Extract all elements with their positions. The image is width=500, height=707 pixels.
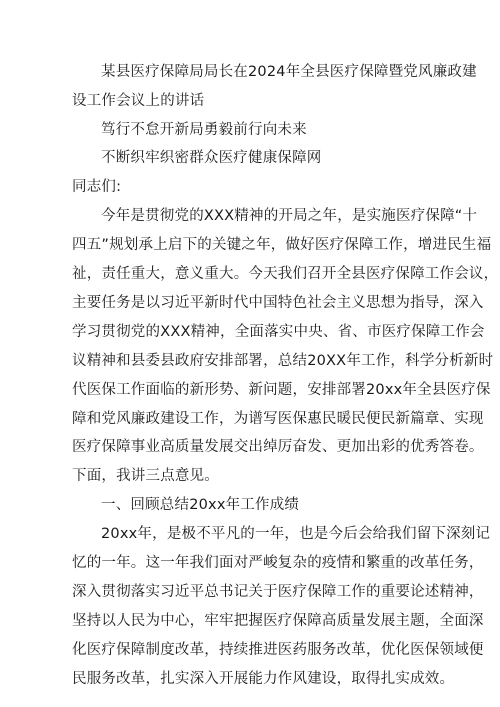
para2-line: 20xx年，是极不平凡的一年，也是今后会给我们留下深刻记 <box>101 526 491 542</box>
section-heading: 一、回顾总结20xx年工作成绩 <box>101 497 300 513</box>
para2-line: 深入贯彻落实习近平总书记关于医疗保障工作的重要论述精神， <box>72 584 484 600</box>
para2-line: 民服务改革，扎实深入开展能力作风建设，取得扎实成效。 <box>72 671 455 687</box>
para2-line: 坚持以人民为中心，牢牢把握医疗保障高质量发展主题，全面深 <box>72 613 484 629</box>
subtitle-2: 不断织牢织密群众医疗健康保障网 <box>101 150 322 166</box>
subtitle-1: 笃行不怠开新局勇毅前行向未来 <box>101 122 307 138</box>
para2-line: 忆的一年。这一年我们面对严峻复杂的疫情和繁重的改革任务， <box>72 555 484 571</box>
para1-line: 障和党风廉政建设工作，为谱写医保惠民暖民便民新篇章、实现 <box>72 411 484 427</box>
para1-line: 四五”规划承上启下的关键之年，做好医疗保障工作，增进民生福 <box>72 237 492 253</box>
para1-line: 下面，我讲三点意见。 <box>72 468 219 484</box>
para1-line: 医疗保障事业高质量发展交出绰厉奋发、更加出彩的优秀答卷。 <box>72 439 484 455</box>
para1-line: 祉，责任重大，意义重大。今天我们召开全县医疗保障工作会议， <box>72 266 499 282</box>
title-line-1: 某县医疗保障局局长在2024年全县医疗保障暨党风廉政建 <box>101 64 477 80</box>
para1-line: 学习贯彻党的XXX精神，全面落实中央、省、市医疗保障工作会 <box>72 324 485 340</box>
para2-line: 化医疗保障制度改革，持续推进医药服务改革，优化医保领域便 <box>72 642 484 658</box>
para1-line: 主要任务是以习近平新时代中国特色社会主义思想为指导，深入 <box>72 295 484 311</box>
para1-line: 议精神和县委县政府安排部署，总结20XX年工作，科学分析新时 <box>72 353 494 369</box>
para1-line: 今年是贯彻党的XXX精神的开局之年，是实施医疗保障“十 <box>101 208 478 224</box>
para1-line: 代医保工作面临的新形势、新问题，安排部署20xx年全县医疗保 <box>72 382 491 398</box>
salutation: 同志们: <box>72 179 122 195</box>
title-line-2: 设工作会议上的讲话 <box>72 93 205 109</box>
